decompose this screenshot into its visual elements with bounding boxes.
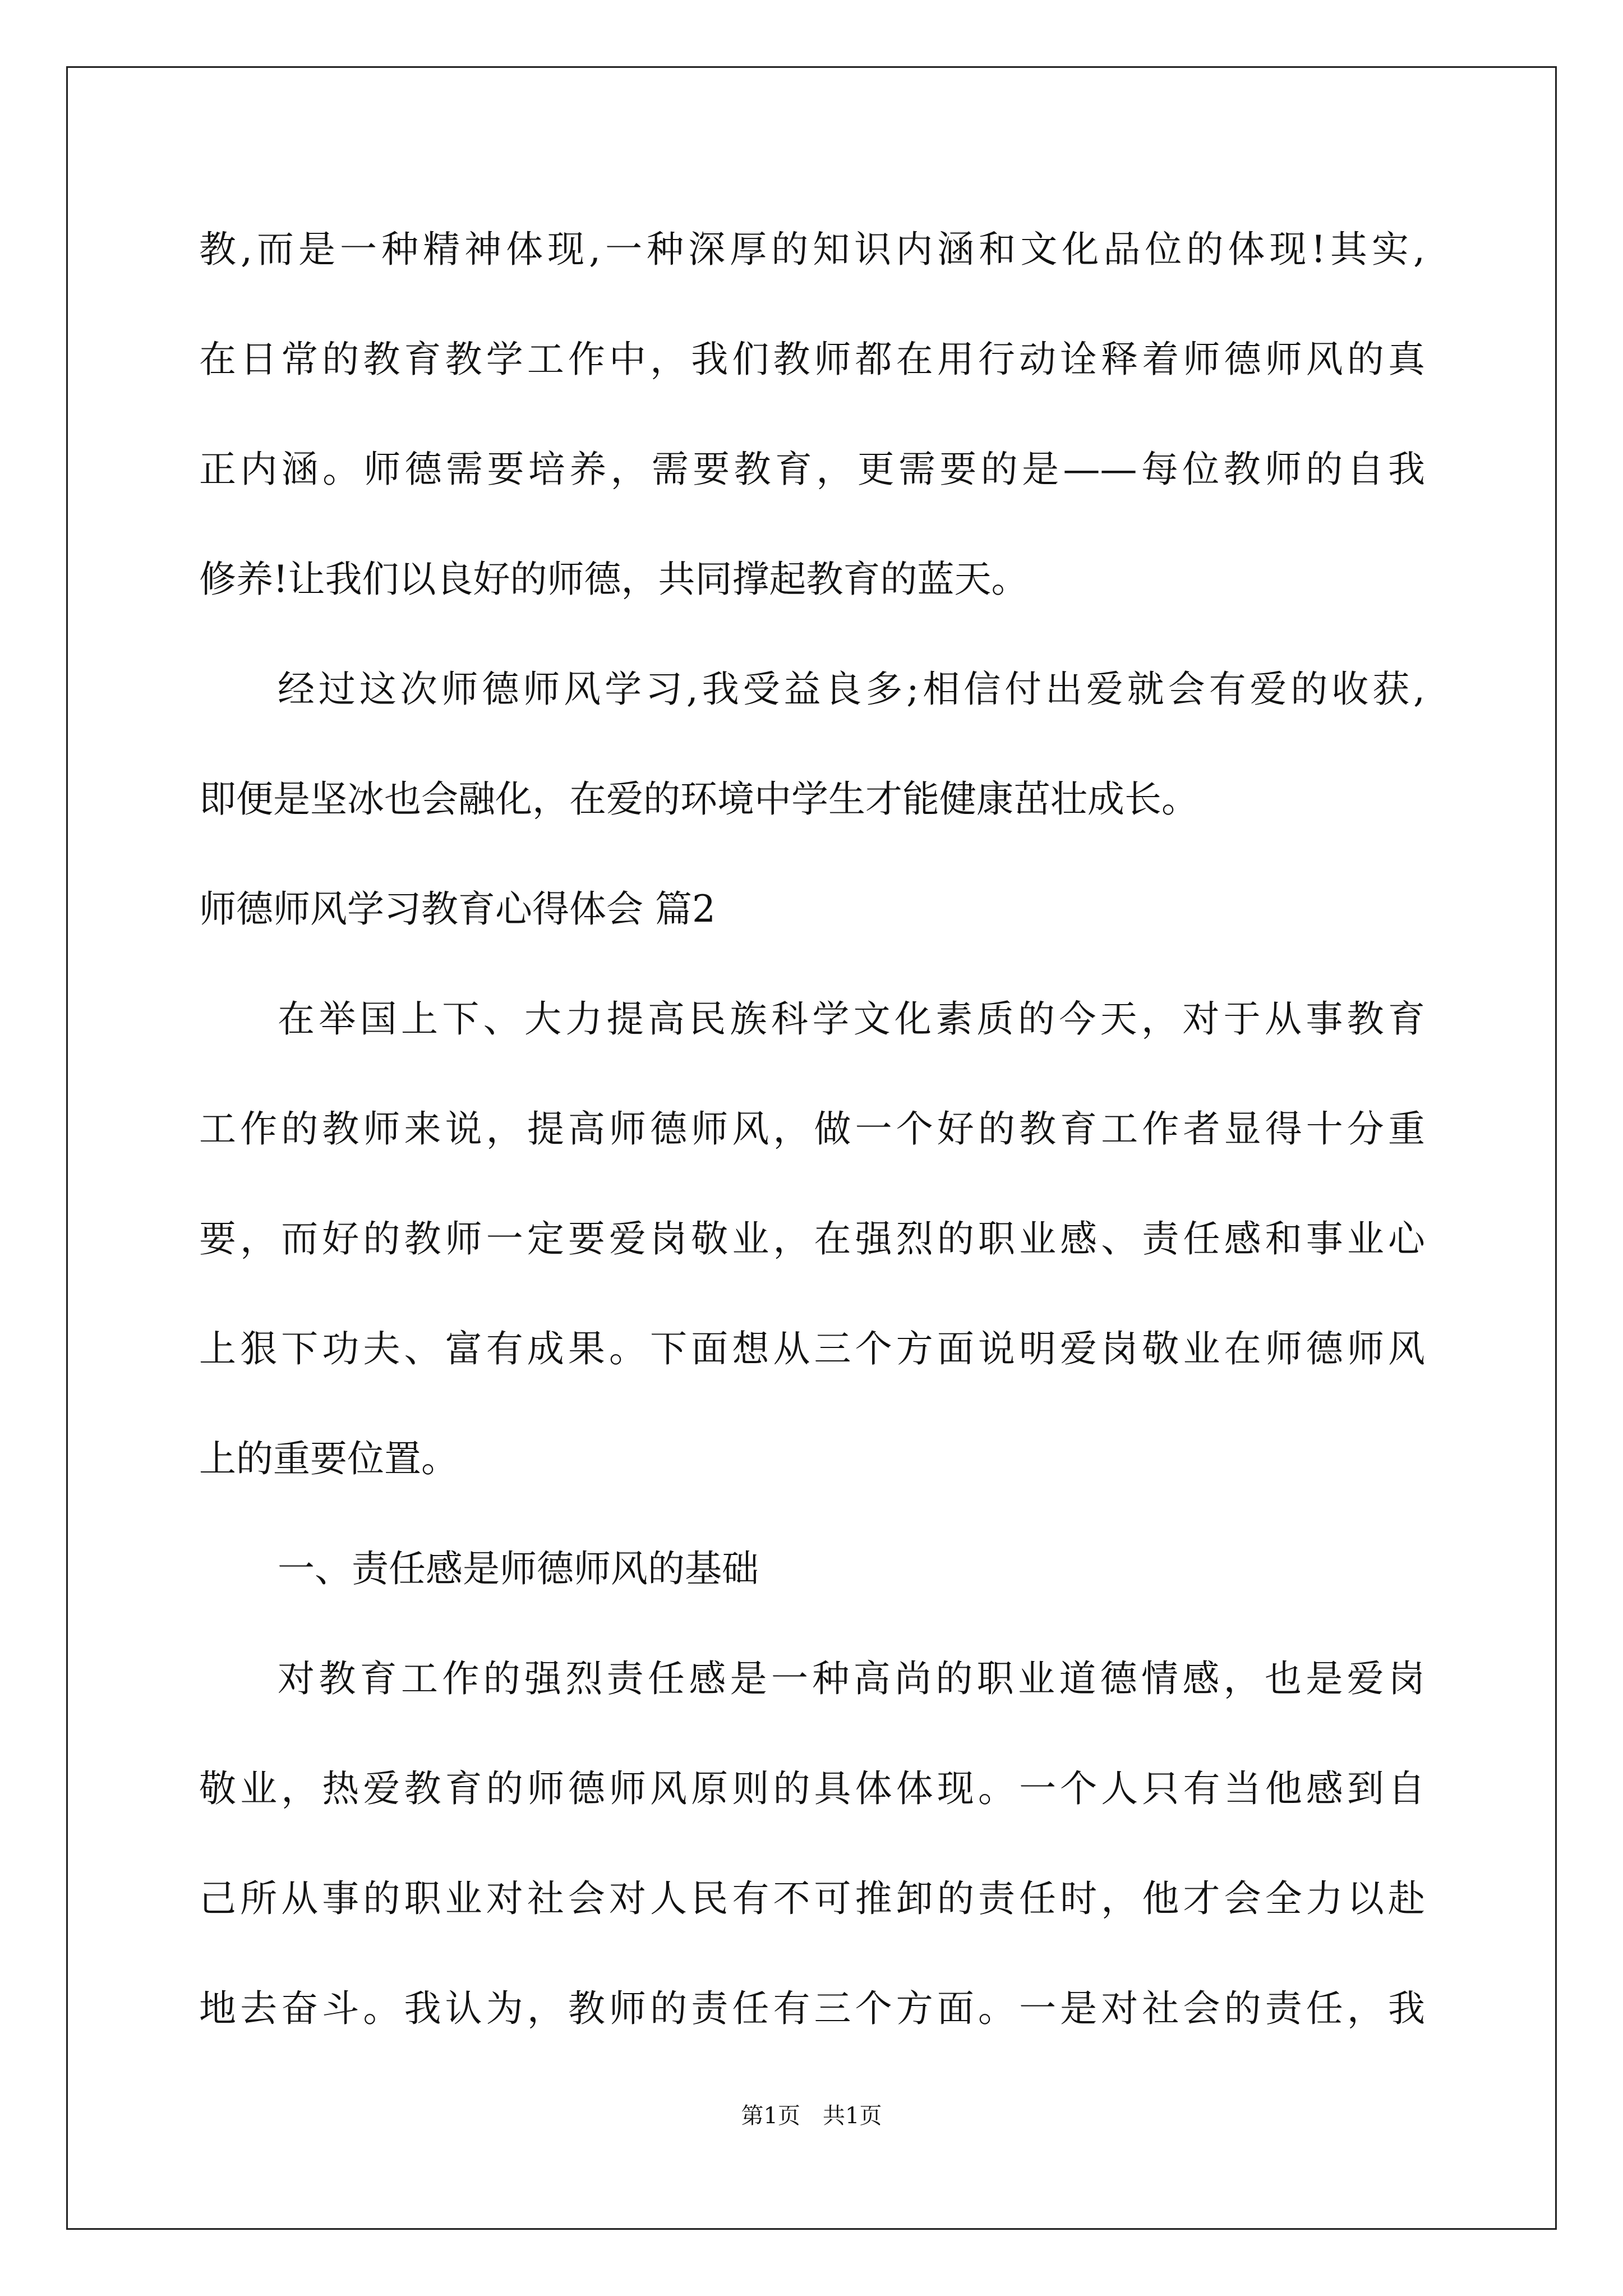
text-line: 修养!让我们以良好的师德，共同撑起教育的蓝天。 <box>199 558 1029 601</box>
page-footer: 第1页 共1页 <box>741 2103 882 2129</box>
text-line: 即便是坚冰也会融化，在爱的环境中学生才能健康茁壮成长。 <box>199 777 1198 821</box>
text-line: 经过这次师德师风学习,我受益良多;相信付出爱就会有爱的收获, <box>278 668 1425 711</box>
text-line: 要，而好的教师一定要爱岗敬业，在强烈的职业感、责任感和事业心 <box>199 1217 1425 1260</box>
text-line: 对教育工作的强烈责任感是一种高尚的职业道德情感，也是爱岗 <box>278 1657 1425 1700</box>
text-line: 己所从事的职业对社会对人民有不可推卸的责任时，他才会全力以赴 <box>199 1877 1425 1920</box>
section-heading: 师德师风学习教育心得体会 篇2 <box>199 887 716 931</box>
text-line: 在日常的教育教学工作中，我们教师都在用行动诠释着师德师风的真 <box>199 338 1425 381</box>
text-line: 在举国上下、大力提高民族科学文化素质的今天，对于从事教育 <box>278 997 1425 1041</box>
text-line: 上狠下功夫、富有成果。下面想从三个方面说明爱岗敬业在师德师风 <box>199 1327 1425 1370</box>
text-line: 工作的教师来说，提高师德师风，做一个好的教育工作者显得十分重 <box>199 1107 1425 1151</box>
text-line: 正内涵。师德需要培养，需要教育，更需要的是——每位教师的自我 <box>199 448 1425 491</box>
subsection-heading: 一、责任感是师德师风的基础 <box>278 1547 759 1590</box>
document-body <box>199 222 1425 2091</box>
text-line: 地去奋斗。我认为，教师的责任有三个方面。一是对社会的责任，我 <box>199 1987 1425 2030</box>
text-line: 教,而是一种精神体现,一种深厚的知识内涵和文化品位的体现!其实, <box>199 228 1425 271</box>
text-line: 上的重要位置。 <box>199 1437 458 1480</box>
text-line: 敬业，热爱教育的师德师风原则的具体体现。一个人只有当他感到自 <box>199 1767 1425 1810</box>
